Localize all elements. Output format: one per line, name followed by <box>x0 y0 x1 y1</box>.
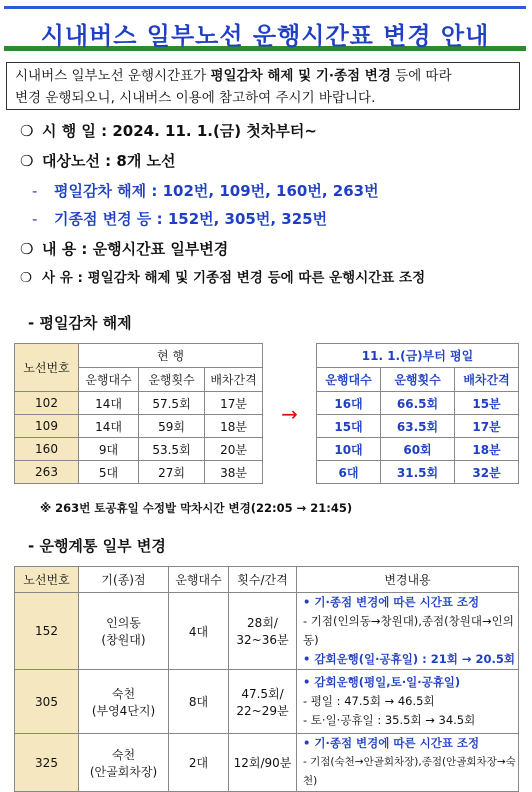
changes-cell <box>297 593 519 670</box>
bullet-reason <box>20 266 425 286</box>
cell-new: 31.5회 <box>381 461 455 484</box>
cell: 59회 <box>139 415 205 438</box>
terminal-name: 인의동 <box>106 616 141 630</box>
bullet-terminal-change <box>32 208 327 229</box>
intro-line-1 <box>15 65 511 87</box>
route-cell: 102 <box>15 392 79 415</box>
table-row <box>15 593 519 670</box>
sub-header-count-new: 운행대수 <box>317 368 381 392</box>
route-change-table <box>14 566 519 792</box>
cell: 27회 <box>139 461 205 484</box>
bullet-marker: - <box>32 210 38 228</box>
bullet-marker: ❍ <box>20 122 34 140</box>
bullet-reduction <box>32 180 379 201</box>
intro-text: 시내버스 일부노선 운행시간표가 <box>15 68 211 84</box>
page-title: 시내버스 일부노선 운행시간표 변경 안내 <box>40 22 490 50</box>
route-cell: 305 <box>15 670 79 734</box>
count-cell: 4대 <box>169 593 229 670</box>
cell-new: 18분 <box>455 438 519 461</box>
cell: 20분 <box>205 438 263 461</box>
count-cell: 2대 <box>169 734 229 792</box>
terminal-sub: (창원대) <box>101 633 146 647</box>
freq-interval: 32~36분 <box>236 633 289 647</box>
sub-header-trips: 운행횟수 <box>139 368 205 392</box>
header-terminal: 기(종)점 <box>79 567 169 593</box>
change-line: • 감회운행(일·공휴일) : 21회 → 20.5회 <box>303 652 515 666</box>
cell: 14대 <box>79 415 139 438</box>
sub-header-trips-new: 운행횟수 <box>381 368 455 392</box>
section-title-reduction: - 평일감차 해제 <box>28 314 132 332</box>
cell: 18분 <box>205 415 263 438</box>
sub-header-interval-new: 배차간격 <box>455 368 519 392</box>
right-arrow-icon: → <box>281 401 298 426</box>
cell-new: 63.5회 <box>381 415 455 438</box>
terminal-name: 숙천 <box>111 686 136 701</box>
freq-cell: 12회/90분 <box>229 734 297 792</box>
cell: 57.5회 <box>139 392 205 415</box>
terminal-cell <box>79 734 169 792</box>
cell-new: 10대 <box>317 438 381 461</box>
sub-header-interval: 배차간격 <box>205 368 263 392</box>
intro-line-2: 변경 운행되오니, 시내버스 이용에 참고하여 주시기 바랍니다. <box>15 90 376 106</box>
intro-bold: 평일감차 해제 및 기·종점 변경 <box>210 68 391 84</box>
header-new: 11. 1.(금)부터 평일 <box>317 344 519 368</box>
changes-cell <box>297 734 519 792</box>
bullet-marker: ❍ <box>20 270 33 286</box>
section-title-route-change: - 운행계통 일부 변경 <box>28 537 166 555</box>
change-line: - 기점(인의동→창원대),종점(창원대→인의동) <box>303 614 514 647</box>
cell-new: 17분 <box>455 415 519 438</box>
cell-new: 32분 <box>455 461 519 484</box>
freq-interval: 22~29분 <box>236 703 289 718</box>
terminal-sub: (부영4단지) <box>91 703 156 718</box>
bullet-date <box>20 120 317 141</box>
change-line: - 평일 : 47.5회 → 46.5회 <box>303 694 435 708</box>
bullet-text: 평일감차 해제 : 102번, 109번, 160번, 263번 <box>54 182 379 200</box>
reduction-table <box>14 343 519 484</box>
change-line: - 토·일·공휴일 : 35.5회 → 34.5회 <box>303 713 476 727</box>
bullet-marker: ❍ <box>20 152 34 170</box>
cell: 38분 <box>205 461 263 484</box>
header-changes: 변경내용 <box>297 567 519 593</box>
table-row <box>15 670 519 734</box>
header-route: 노선번호 <box>15 344 79 392</box>
intro-box <box>6 62 520 110</box>
header-current: 현 행 <box>79 344 263 368</box>
change-line: • 감회운행(평일,토·일·공휴일) <box>303 675 461 689</box>
terminal-cell <box>79 670 169 734</box>
route-cell: 109 <box>15 415 79 438</box>
freq-cell <box>229 670 297 734</box>
route-cell: 263 <box>15 461 79 484</box>
title-banner <box>4 6 526 52</box>
freq-cell <box>229 593 297 670</box>
cell: 53.5회 <box>139 438 205 461</box>
cell: 14대 <box>79 392 139 415</box>
header-route: 노선번호 <box>15 567 79 593</box>
cell-new: 6대 <box>317 461 381 484</box>
bullet-content <box>20 238 228 259</box>
cell-new: 15분 <box>455 392 519 415</box>
bullet-text: 사 유 : 평일감차 해제 및 기종점 변경 등에 따른 운행시간표 조정 <box>42 270 426 286</box>
cell-new: 60회 <box>381 438 455 461</box>
cell: 5대 <box>79 461 139 484</box>
terminal-sub: (안골회차장) <box>89 764 158 779</box>
arrow-cell <box>263 344 317 484</box>
changes-cell <box>297 670 519 734</box>
freq-trips: 28회/ <box>247 616 278 630</box>
table-row <box>15 734 519 792</box>
intro-text-post: 등에 따라 <box>390 68 452 84</box>
change-line: - 기점(숙천→안골회차장),종점(안골회차장→숙천) <box>303 756 516 787</box>
terminal-name: 숙천 <box>111 747 136 762</box>
count-cell: 8대 <box>169 670 229 734</box>
bullet-text: 내 용 : 운행시간표 일부변경 <box>42 240 229 258</box>
bullet-routes <box>20 150 176 171</box>
cell: 17분 <box>205 392 263 415</box>
terminal-cell <box>79 593 169 670</box>
freq-trips: 47.5회/ <box>241 686 284 701</box>
route-cell: 325 <box>15 734 79 792</box>
change-line: • 기·종점 변경에 따른 시간표 조정 <box>303 736 480 750</box>
header-count: 운행대수 <box>169 567 229 593</box>
route-cell: 160 <box>15 438 79 461</box>
cell-new: 66.5회 <box>381 392 455 415</box>
cell-new: 15대 <box>317 415 381 438</box>
sub-header-count: 운행대수 <box>79 368 139 392</box>
bullet-marker: - <box>32 182 38 200</box>
bullet-text: 시 행 일 : 2024. 11. 1.(금) 첫차부터~ <box>42 122 317 140</box>
bullet-text: 대상노선 : 8개 노선 <box>42 152 176 170</box>
cell-new: 16대 <box>317 392 381 415</box>
bullet-text: 기종점 변경 등 : 152번, 305번, 325번 <box>54 210 328 228</box>
bullet-marker: ❍ <box>20 240 34 258</box>
cell: 9대 <box>79 438 139 461</box>
route-cell: 152 <box>15 593 79 670</box>
change-line: • 기·종점 변경에 따른 시간표 조정 <box>303 595 480 609</box>
note-263: ※ 263번 토공휴일 수정발 막차시간 변경(22:05 → 21:45) <box>40 501 353 515</box>
header-freq: 횟수/간격 <box>229 567 297 593</box>
